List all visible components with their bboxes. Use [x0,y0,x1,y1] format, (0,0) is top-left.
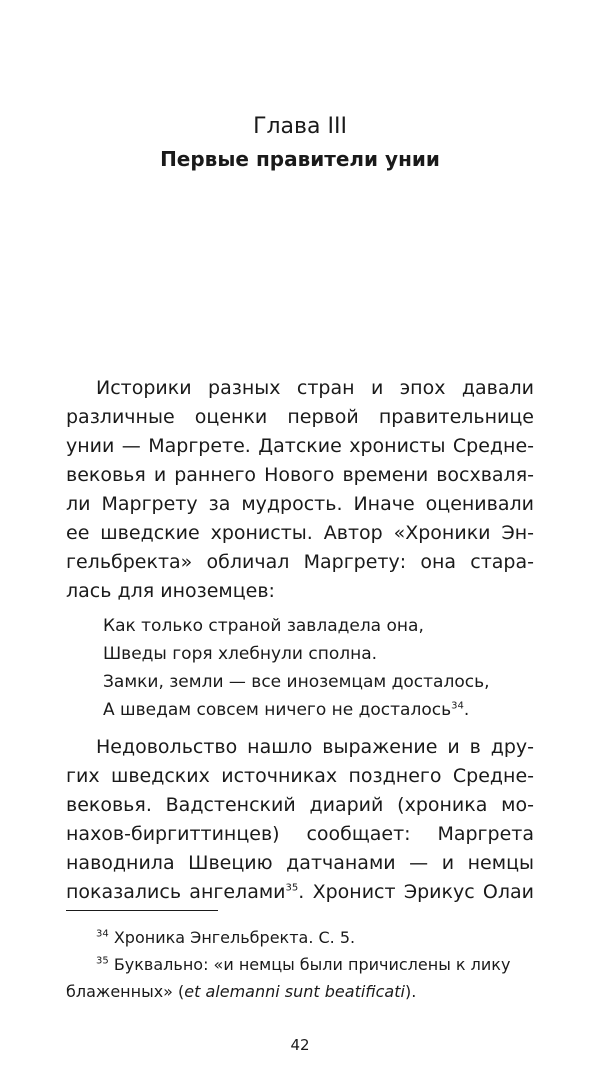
footnote-text: блаженных» ( [66,982,185,1001]
poem-end-punct: . [463,700,470,720]
footnote-34 [66,924,534,951]
paragraph-line: нахов-биргиттинцев) сообщает: Маргрета [66,823,534,845]
chapter-label: Глава III [253,114,347,139]
paragraph-line: гих шведских источниках позднего Средне- [66,765,534,787]
paragraph-line: ее шведские хронисты. Автор «Хроники Эн- [66,522,534,544]
line-text-after-ref: . Хронист Эрикус Олаи [298,881,535,903]
footnote-text: ). [404,982,417,1001]
paragraph-line-with-ref [66,878,534,907]
paragraph-line: Историки разных стран и эпох давали [96,377,534,399]
chapter-title: Первые правители унии [160,147,440,171]
footnote-text: Хроника Энгельбректа. С. 5. [108,928,356,947]
paragraph-1 [66,374,534,606]
paragraph-line: вековья. Вадстенский диарий (хроника мо- [66,794,534,816]
poem-verse-last [103,696,490,724]
page-number: 42 [290,1036,310,1054]
footnote-ref-34[interactable]: 34 [451,700,464,712]
footnote-divider [66,910,218,911]
footnote-number: 34 [96,928,109,940]
footnote-latin-quote: et alemanni sunt beatificati [184,982,405,1001]
paragraph-line: Недовольство нашло выражение и в дру- [96,736,534,758]
poem-verse: Как только страной завладела она, [103,616,424,636]
footnotes [66,924,534,1005]
poem-quote [103,612,490,724]
footnote-35 [66,951,534,978]
poem-verse: Шведы горя хлебнули сполна. [103,644,378,664]
poem-verse: Замки, земли — все иноземцам досталось, [103,672,490,692]
paragraph-2 [66,733,534,907]
footnote-35-continued [66,978,534,1005]
paragraph-line: наводнила Швецию датчанами — и немцы [66,852,534,874]
paragraph-line: ли Маргрету за мудрость. Иначе оценивали [66,493,534,515]
paragraph-line: различные оценки первой правительнице [66,406,534,428]
paragraph-line: унии — Маргрете. Датские хронисты Средне- [66,435,534,457]
footnote-text: Буквально: «и немцы были причислены к лику [108,955,511,974]
poem-verse-text: А шведам совсем ничего не досталось [103,700,452,720]
paragraph-line: вековья и раннего Нового времени восхваля- [66,464,534,486]
footnote-ref-35[interactable]: 35 [285,882,299,894]
footnote-number: 35 [96,955,109,967]
line-text-before-ref: показались ангелами [66,881,286,903]
paragraph-line: гельбректа» обличал Маргрету: она стара- [66,551,534,573]
paragraph-line: лась для иноземцев: [66,580,275,602]
